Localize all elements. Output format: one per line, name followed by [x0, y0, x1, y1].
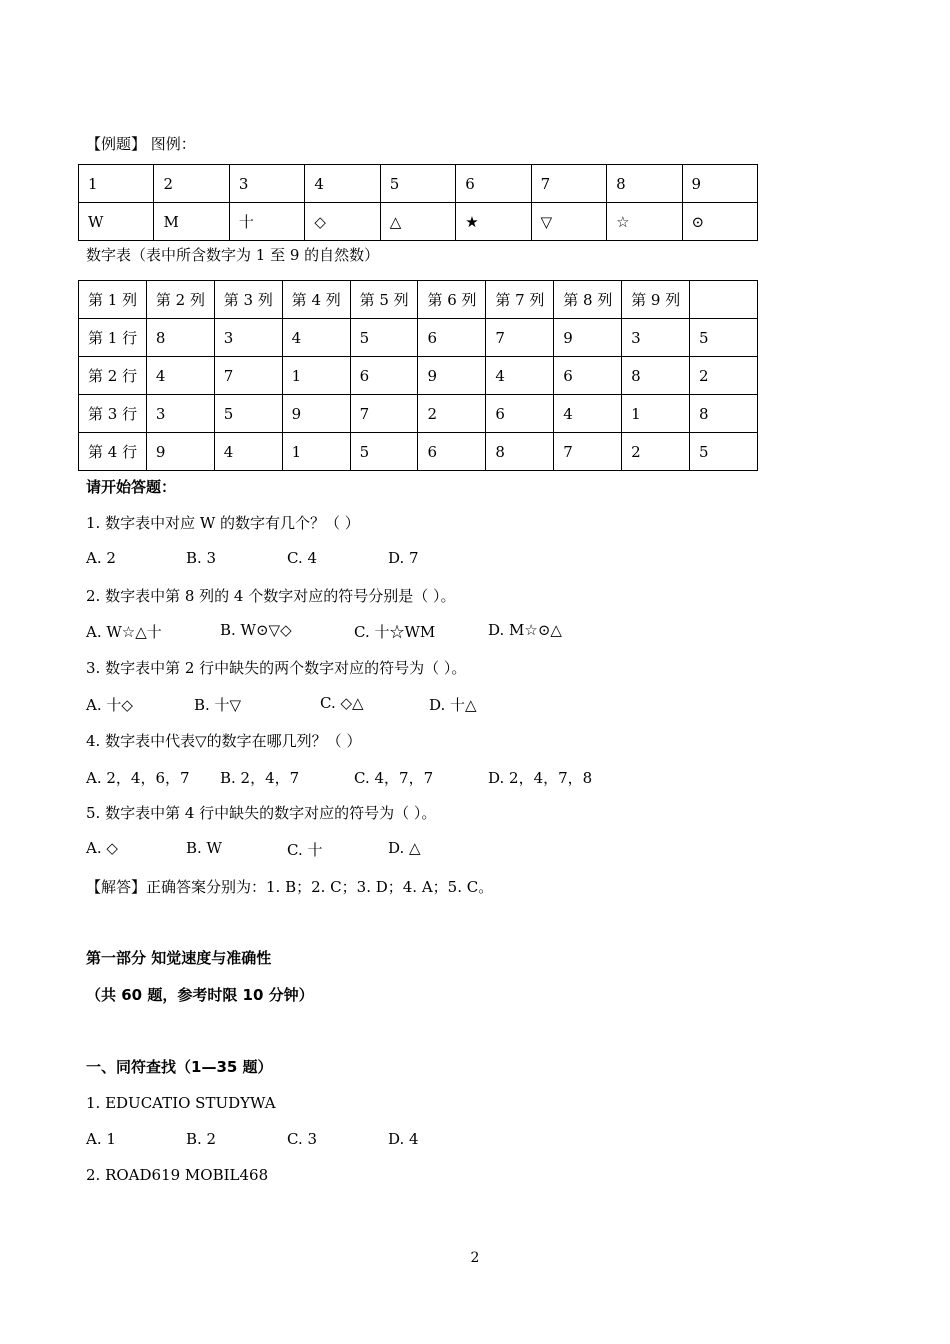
part-subtitle: （共 60 题，参考时限 10 分钟）	[86, 986, 314, 1004]
table-cell: 4	[282, 319, 350, 357]
legend-symbol: ★	[456, 203, 531, 241]
table-cell: 7	[486, 319, 554, 357]
table-row	[79, 395, 758, 433]
question-stem: 5. 数字表中第 4 行中缺失的数字对应的符号为（ ）。	[86, 804, 437, 822]
table-cell: 5	[690, 319, 758, 357]
option-d: D. 十△	[429, 696, 477, 714]
table-cell: 1	[282, 357, 350, 395]
question-stem: 1. 数字表中对应 W 的数字有几个？（ ）	[86, 514, 360, 532]
table-cell: 6	[418, 319, 486, 357]
option-c: C. 3	[287, 1130, 318, 1148]
table-cell: 8	[486, 433, 554, 471]
column-header: 第 8 列	[554, 281, 622, 319]
table-cell: 4	[486, 357, 554, 395]
option-a: A. 2，4，6，7	[86, 769, 190, 787]
legend-symbol: 十	[229, 203, 304, 241]
question-stem: 2. ROAD619 MOBIL468	[86, 1166, 269, 1184]
question-stem: 3. 数字表中第 2 行中缺失的两个数字对应的符号为（ ）。	[86, 659, 467, 677]
legend-symbol: ◇	[305, 203, 380, 241]
legend-symbol: ▽	[531, 203, 606, 241]
option-a: A. ◇	[86, 839, 118, 857]
table-cell: 2	[622, 433, 690, 471]
example-heading: 【例题】 图例：	[86, 135, 196, 153]
option-c: C. 十☆WM	[354, 623, 436, 641]
legend-number: 9	[682, 165, 758, 203]
column-header: 第 1 列	[79, 281, 147, 319]
question-stem: 1. EDUCATIO STUDYWA	[86, 1094, 276, 1112]
table-cell: 7	[350, 395, 418, 433]
table-cell: 7	[214, 357, 282, 395]
table-cell: 9	[282, 395, 350, 433]
legend-number: 8	[607, 165, 682, 203]
table-cell: 9	[146, 433, 214, 471]
table-cell: 6	[486, 395, 554, 433]
table-cell: 9	[554, 319, 622, 357]
table-cell: 9	[418, 357, 486, 395]
option-a: A. 2	[86, 549, 116, 567]
table-cell: 5	[690, 433, 758, 471]
column-header: 第 3 列	[214, 281, 282, 319]
table-cell: 5	[350, 319, 418, 357]
number-table	[78, 280, 758, 471]
answer-line: 【解答】正确答案分别为：1. B；2. C；3. D；4. A；5. C。	[86, 878, 494, 896]
column-header: 第 9 列	[622, 281, 690, 319]
table-cell: 5	[350, 433, 418, 471]
option-d: D. 4	[388, 1130, 419, 1148]
table-cell: 4	[554, 395, 622, 433]
legend-table	[78, 164, 758, 241]
table-cell: 6	[350, 357, 418, 395]
table-cell: 4	[214, 433, 282, 471]
table-cell: 8	[146, 319, 214, 357]
table-cell: 8	[690, 395, 758, 433]
option-d: D. 7	[388, 549, 419, 567]
legend-number-row	[79, 165, 758, 203]
section-title: 一、同符查找（1—35 题）	[86, 1058, 273, 1076]
row-header: 第 2 行	[79, 357, 147, 395]
column-header: 第 5 列	[350, 281, 418, 319]
table-row	[79, 319, 758, 357]
question-stem: 2. 数字表中第 8 列的 4 个数字对应的符号分别是（ ）。	[86, 587, 456, 605]
row-header: 第 1 行	[79, 319, 147, 357]
option-c: C. 4，7，7	[354, 769, 434, 787]
table-cell: 1	[282, 433, 350, 471]
legend-number: 6	[456, 165, 531, 203]
column-header: 第 7 列	[486, 281, 554, 319]
table-row	[79, 357, 758, 395]
legend-symbol: △	[380, 203, 455, 241]
table-cell: 6	[554, 357, 622, 395]
column-header: 第 2 列	[146, 281, 214, 319]
table-cell: 6	[418, 433, 486, 471]
table-cell: 8	[622, 357, 690, 395]
legend-symbol: W	[79, 203, 154, 241]
table-row	[79, 433, 758, 471]
table-cell: 1	[622, 395, 690, 433]
start-answering-heading: 请开始答题：	[86, 478, 177, 496]
table-cell: 3	[622, 319, 690, 357]
table-cell: 7	[554, 433, 622, 471]
legend-symbol: ⊙	[682, 203, 758, 241]
table-cell: 3	[146, 395, 214, 433]
page-number: 2	[470, 1250, 480, 1266]
legend-number: 5	[380, 165, 455, 203]
table-cell: 2	[418, 395, 486, 433]
legend-number: 7	[531, 165, 606, 203]
question-stem: 4. 数字表中代表▽的数字在哪几列？（ ）	[86, 732, 362, 750]
option-c: C. 4	[287, 549, 318, 567]
option-a: A. W☆△十	[86, 623, 162, 641]
column-header: 第 6 列	[418, 281, 486, 319]
table-cell: 3	[214, 319, 282, 357]
table-cell: 5	[214, 395, 282, 433]
option-d: D. △	[388, 839, 421, 857]
option-b: B. 2	[186, 1130, 217, 1148]
legend-symbol: ☆	[607, 203, 682, 241]
option-b: B. 3	[186, 549, 217, 567]
option-a: A. 十◇	[86, 696, 133, 714]
option-b: B. W	[186, 839, 222, 857]
option-c: C. ◇△	[320, 694, 364, 712]
column-header	[690, 281, 758, 319]
option-b: B. 2，4，7	[220, 769, 300, 787]
option-a: A. 1	[86, 1130, 116, 1148]
table-cell: 2	[690, 357, 758, 395]
number-table-header	[79, 281, 758, 319]
legend-symbol: M	[154, 203, 229, 241]
table-cell: 4	[146, 357, 214, 395]
legend-number: 3	[229, 165, 304, 203]
number-table-caption: 数字表（表中所含数字为 1 至 9 的自然数）	[86, 246, 380, 264]
legend-symbol-row	[79, 203, 758, 241]
option-c: C. 十	[287, 841, 323, 859]
option-d: D. 2，4，7，8	[488, 769, 593, 787]
row-header: 第 3 行	[79, 395, 147, 433]
part-title: 第一部分 知觉速度与准确性	[86, 949, 272, 967]
option-b: B. W⊙▽◇	[220, 621, 292, 639]
legend-number: 1	[79, 165, 154, 203]
column-header: 第 4 列	[282, 281, 350, 319]
option-b: B. 十▽	[194, 696, 242, 714]
option-d: D. M☆⊙△	[488, 621, 562, 639]
legend-number: 2	[154, 165, 229, 203]
row-header: 第 4 行	[79, 433, 147, 471]
legend-number: 4	[305, 165, 380, 203]
